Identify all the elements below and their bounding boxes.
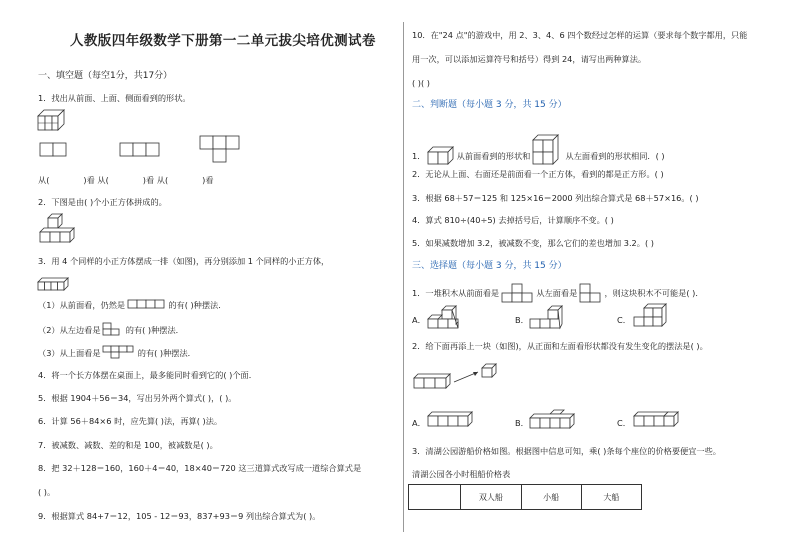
j1-end: 从左面看到的形状相同．( ) bbox=[565, 151, 665, 161]
option-c-figure bbox=[634, 304, 668, 330]
stacked-cubes-figure bbox=[533, 135, 563, 171]
c2-option-a-figure bbox=[428, 410, 474, 432]
q3-3-text: （3）从上面看是 bbox=[38, 348, 101, 358]
four-squares-shape bbox=[128, 300, 166, 309]
q3-2-text: （2）从左边看是 bbox=[38, 325, 101, 335]
q3-3-suffix: 的有( )种摆法． bbox=[137, 348, 196, 358]
two-cubes-figure bbox=[428, 147, 454, 165]
cube-stack-figure bbox=[38, 110, 68, 132]
question-8-blank: ( )。 bbox=[38, 487, 56, 497]
choice-1-option-b[interactable]: B． bbox=[515, 315, 529, 325]
t-shape bbox=[103, 346, 135, 360]
column-divider bbox=[403, 22, 404, 532]
question-3-1 bbox=[38, 300, 226, 310]
q1-from-2: )看 从( bbox=[83, 175, 109, 185]
question-1: 1．找出从前面、上面、侧面看到的形状。 bbox=[38, 93, 191, 103]
c2-option-c-figure bbox=[634, 408, 682, 432]
cube-cluster-figure bbox=[40, 214, 76, 248]
view-shape-a bbox=[40, 143, 68, 157]
view-shape-b bbox=[120, 143, 162, 157]
q1-from-4: )看 bbox=[202, 175, 214, 185]
q3-1-suffix: 的有( )种摆法． bbox=[168, 300, 227, 310]
choice-1 bbox=[412, 284, 704, 304]
question-3-2 bbox=[38, 323, 184, 337]
front-view-shape bbox=[502, 284, 534, 304]
c1-text-c: ，则这块积木不可能是( )． bbox=[604, 288, 704, 298]
judge-5: 5．如果减数增加 3.2，被减数不变，那么它们的差也增加 3.2。( ) bbox=[412, 238, 654, 248]
j1-mid: 从前面看到的形状和 bbox=[456, 151, 531, 161]
four-cubes-row bbox=[38, 278, 70, 292]
view-shape-c bbox=[200, 136, 242, 164]
question-3: 3．用 4 个同样的小正方体摆成一排（如图)，再分别添加 1 个同样的小正方体， bbox=[38, 256, 330, 266]
price-table bbox=[408, 484, 642, 510]
choice-1-option-a[interactable]: A． bbox=[412, 315, 426, 325]
question-6: 6．计算 56＋84×6 时，应先算( )法，再算( )法。 bbox=[38, 416, 223, 426]
judge-3: 3．根据 68＋57＝125 和 125×16＝2000 列出综合算式是 68＋57×16。( ) bbox=[412, 193, 699, 203]
q1-from-1: 从( bbox=[38, 175, 50, 185]
question-8: 8．把 32＋128＝160，160＋4＝40，18×40＝720 这三道算式改写成一道综合算式是 bbox=[38, 463, 362, 473]
question-7: 7．被减数、减数、差的和是 100，被减数是( )。 bbox=[38, 440, 218, 450]
question-4: 4．将一个长方体摆在桌面上，最多能同时看到它的( )个面． bbox=[38, 370, 257, 380]
c1-text-b: 从左面看是 bbox=[536, 288, 578, 298]
q3-2-suffix: 的有( )种摆法． bbox=[125, 325, 184, 335]
q1-answer-row bbox=[38, 175, 214, 185]
judge-1 bbox=[412, 135, 665, 171]
choice-2: 2．给下面再添上一块（如图)，从正面和左面看形状都没有发生变化的摆法是( )。 bbox=[412, 341, 708, 351]
choice-2-option-a[interactable]: A． bbox=[412, 418, 426, 428]
question-2: 2．下图是由( )个小正方体拼成的。 bbox=[38, 197, 167, 207]
question-10-blanks: ( )( ) bbox=[412, 78, 430, 88]
judge-2: 2．无论从上面、右面还是前面看一个正方体，看到的都是正方形。( ) bbox=[412, 169, 664, 179]
left-view-shape bbox=[580, 284, 602, 304]
q3-1-text: （1）从前面看，仍然是 bbox=[38, 300, 126, 310]
choice-2-option-c[interactable]: C． bbox=[617, 418, 631, 428]
c2-option-b-figure bbox=[530, 410, 578, 434]
section-judge-heading bbox=[412, 100, 567, 110]
l-shape bbox=[103, 323, 123, 337]
table-cell: 双人船 bbox=[461, 485, 521, 510]
j1-num: 1． bbox=[412, 151, 426, 161]
price-table-caption: 清湖公园各小时租船价格表 bbox=[412, 469, 511, 479]
choice-1-option-c[interactable]: C． bbox=[617, 315, 631, 325]
question-5: 5．根据 1904＋56＝34，写出另外两个算式( )，( )。 bbox=[38, 393, 237, 403]
choice-2-option-b[interactable]: B． bbox=[515, 418, 529, 428]
section-choice-heading bbox=[412, 261, 567, 271]
question-10-line1: 10．在"24 点"的游戏中，用 2、3、4、6 四个数经过怎样的运算（要求每个数字都用，只能 bbox=[412, 30, 748, 40]
question-10-line2: 用一次，可以添加运算符号和括号）得到 24，请写出两种算法。 bbox=[412, 54, 647, 64]
table-cell: 小船 bbox=[521, 485, 581, 510]
judge-4: 4．算式 810÷(40÷5) 去掉括号后，计算顺序不变。( ) bbox=[412, 215, 614, 225]
choice-3: 3．清湖公园游船价格如图。根据图中信息可知，乘( )条每个座位的价格要便宜一些。 bbox=[412, 446, 721, 456]
question-9: 9．根据算式 84+7＝12，105 - 12＝93，837+93＝9 列出综合算式为( )。 bbox=[38, 511, 321, 521]
table-cell: 大船 bbox=[581, 485, 641, 510]
q1-from-3: )看 从( bbox=[142, 175, 169, 185]
section-judge-text: 二、判断题（每小题 3 分，共 15 分） bbox=[412, 100, 567, 110]
section-choice-text: 三、选择题（每小题 3 分，共 15 分） bbox=[412, 261, 567, 271]
worksheet-title: 人教版四年级数学下册第一二单元拔尖培优测试卷 bbox=[70, 33, 376, 49]
choice-2-figure bbox=[414, 364, 504, 394]
question-3-3 bbox=[38, 346, 196, 360]
table-cell bbox=[409, 485, 461, 510]
section-fill-blank-heading: 一、填空题（每空1分，共17分） bbox=[38, 71, 173, 81]
option-a-figure bbox=[428, 306, 462, 330]
c1-text-a: 1．一堆积木从前面看是 bbox=[412, 288, 500, 298]
option-b-figure bbox=[530, 306, 566, 330]
table-row bbox=[409, 485, 642, 510]
